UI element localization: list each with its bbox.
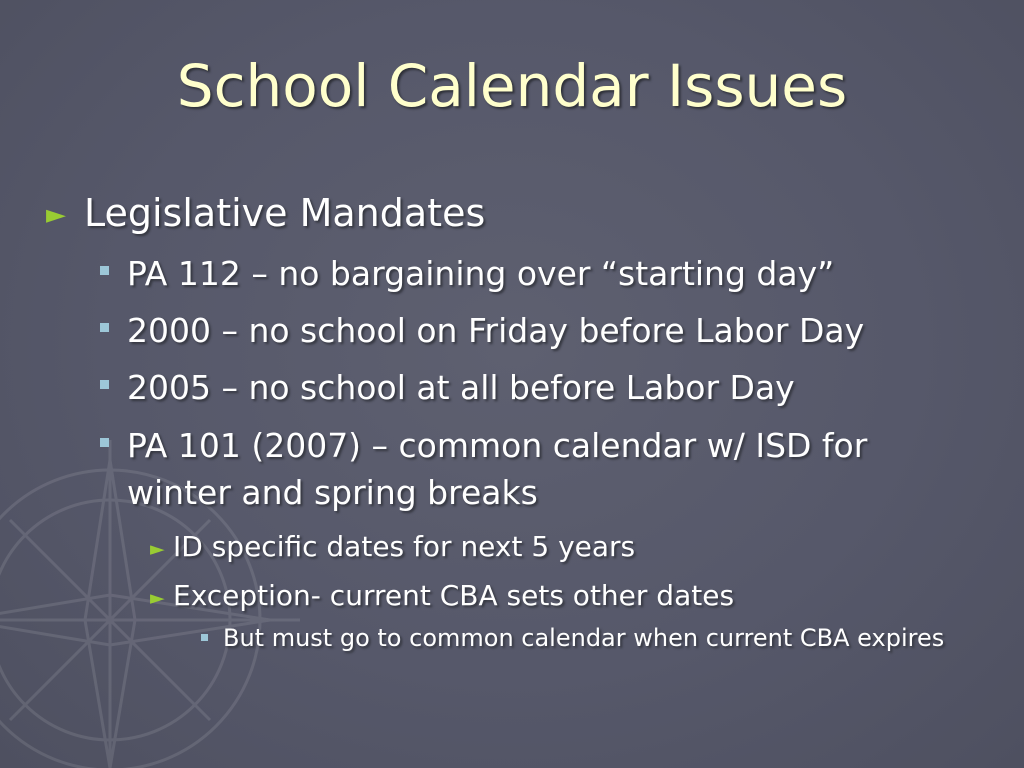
square-bullet-icon [100,438,109,447]
bullet-pa-101-continuation: winter and spring breaks [127,473,538,512]
square-bullet-icon [201,634,208,641]
bullet-exception-cba: Exception- current CBA sets other dates [173,579,735,612]
slide-title: School Calendar Issues [176,52,848,120]
square-bullet-icon [100,323,109,332]
square-bullet-icon [100,266,109,275]
triangle-bullet-icon: ► [150,538,165,560]
bullet-2005: 2005 – no school at all before Labor Day [127,368,795,407]
bullet-2000: 2000 – no school on Friday before Labor Day [127,311,865,350]
bullet-legislative-mandates: Legislative Mandates [84,191,486,235]
bullet-pa-112: PA 112 – no bargaining over “starting day” [127,254,835,293]
bullet-id-specific-dates: ID specific dates for next 5 years [173,530,636,563]
bullet-common-calendar: But must go to common calendar when current CBA expires [223,624,945,652]
triangle-bullet-icon: ► [150,587,165,609]
bullet-pa-101: PA 101 (2007) – common calendar w/ ISD for [127,426,868,465]
square-bullet-icon [100,380,109,389]
triangle-bullet-icon: ► [46,200,66,230]
